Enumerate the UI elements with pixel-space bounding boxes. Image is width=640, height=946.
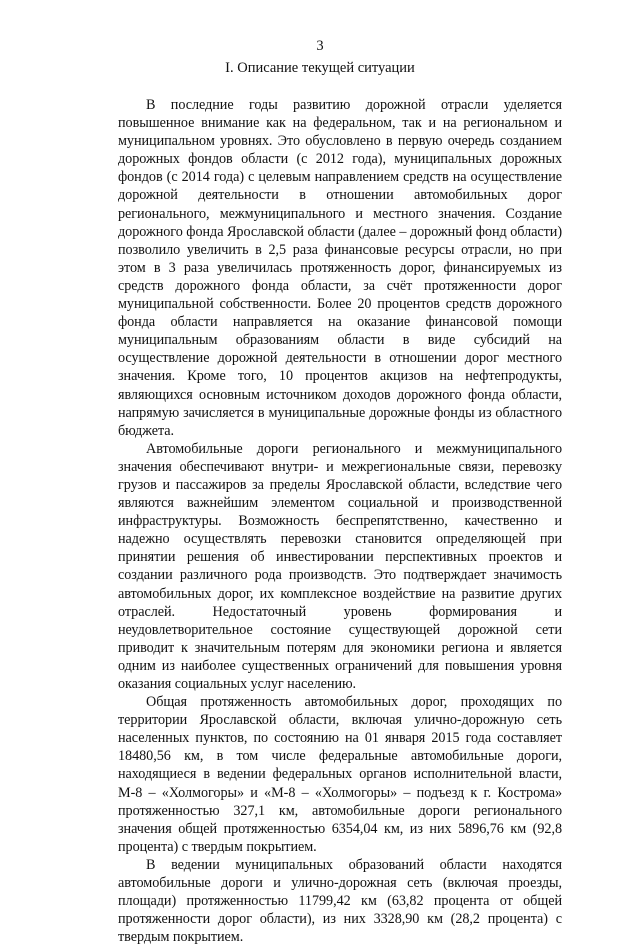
- paragraph-total-length: Общая протяженность автомобильных дорог, проходящих по территории Ярославской области, включая улично-дорожную сеть населенных пунктов, по состоянию на 01 января 2015 года составляет 18480,56 км, в том числе федеральные автомобильные дороги, находящиеся в ведении федеральных органов исполнительной власти, М-8 – «Холмогоры» и «М-8 – «Холмогоры» – подъезд к г. Кострома» протяженностью 327,1 км, автомобильные дороги регионального значения общей протяженностью 6354,04 км, из них 5896,76 км (92,8 процента) с твердым покрытием.: [118, 694, 562, 855]
- paragraph-road-funds: В последние годы развитию дорожной отрасли уделяется повышенное внимание как на федеральном, так и на региональном и муниципальном уровнях. Это обусловлено в первую очередь созданием дорожных фондов области (с 2012 года), муниципальных дорожных фондов (с 2014 года) с целевым направлением средств на осуществление дорожной деятельности в отношении автомобильных дорог регионального, межмуниципального и местного значения. Создание дорожного фонда Ярославской области (далее – дорожный фонд области) позволило увеличить в 2,5 раза финансовые ресурсы отрасли, но при этом в 3 раза увеличилась протяженность дорог, финансируемых из средств дорожного фонда области, за счёт протяженности дорог муниципальной собственности. Более 20 процентов средств дорожного фонда области направляется на оказание финансовой помощи муниципальным образованиям области в виде субсидий на осуществление дорожной деятельности в отношении дорог местного значения. Кроме того, 10 процентов акцизов на нефтепродукты, являющихся основным источником доходов дорожного фонда области, напрямую зачисляется в муниципальные дорожные фонды из областного бюджета.: [118, 97, 562, 439]
- paragraph-regional-roads: Автомобильные дороги регионального и межмуниципального значения обеспечивают внутри- и межрегиональные связи, перевозку грузов и пассажиров за пределы Ярославской области, вследствие чего являются важнейшим элементом социальной и производственной инфраструктуры. Возможность беспрепятственно, качественно и надежно осуществлять перевозки становится определяющей при принятии решения об инвестировании перспективных проектов и создании различного рода производств. Это подтверждает значимость автомобильных дорог, их комплексное воздействие на развитие других отраслей. Недостаточный уровень формирования и неудовлетворительное состояние существующей дорожной сети приводит к значительным потерям для экономики региона и является одним из наиболее существенных ограничений для повышения уровня оказания социальных услуг населению.: [118, 440, 562, 692]
- section-title: I. Описание текущей ситуации: [225, 60, 415, 76]
- paragraph-municipal-roads: В ведении муниципальных образований области находятся автомобильные дороги и улично-дорожная сеть (включая проезды, площади) протяженностью 11799,42 км (63,82 процента от общей протяженности дорог области), из них 3328,90 км (28,2 процента) с твердым покрытием.: [118, 856, 562, 946]
- document-body: [118, 96, 562, 946]
- page-number: 3: [316, 38, 324, 54]
